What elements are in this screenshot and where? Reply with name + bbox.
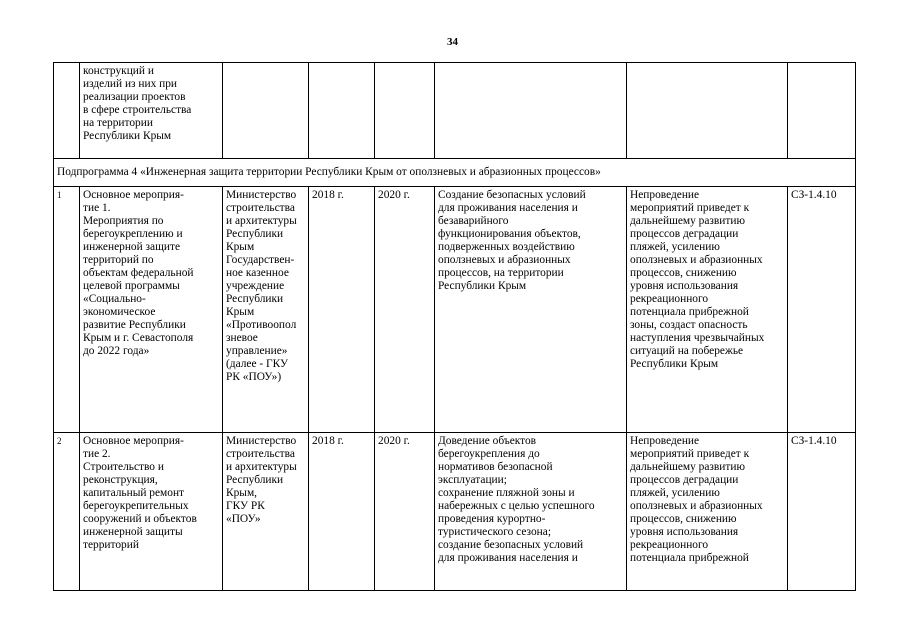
text-line: оползневых и абразионных [630,254,763,266]
table-row [54,187,856,433]
row-number: 2 [54,433,80,591]
cell-code [788,63,856,159]
text-line: реализации проектов [83,91,186,103]
text-line: Республики [226,474,284,486]
text-line: оползневых и абразионных [630,500,763,512]
text-line: изделий из них при [83,78,178,90]
text-line: оползневых и абразионных [438,254,571,266]
text-line: капитальный ремонт [83,487,185,499]
cell-consequence [627,433,788,591]
cell-executor [223,63,309,159]
cell-start: 2018 г. [309,187,375,433]
text-line: Государствен- [226,254,295,266]
text-line: тие 2. [83,448,111,460]
text-line: рекреационного [630,293,709,305]
subprogram-title: Подпрограмма 4 «Инженерная защита территории Республики Крым от оползневых и абразионных процессов» [54,159,856,187]
text-line: берегоукреплению и [83,228,183,240]
text-line: РК «ПОУ») [226,371,282,383]
text-line: нормативов безопасной [438,461,553,473]
cell-consequence [627,187,788,433]
text-line: Доведение объектов [438,435,537,447]
text-line: Министерство [226,435,297,447]
text-line: процессов, на территории [438,267,564,279]
cell-result [435,187,627,433]
text-line: мероприятий приведет к [630,448,750,460]
text-line: функционирования объектов, [438,228,581,240]
text-line: подверженных воздействию [438,241,575,253]
cell-result [435,433,627,591]
text-line: для проживания населения и [438,202,578,214]
row-number: 1 [54,187,80,433]
text-line: строительства [226,448,295,460]
text-line: Крым [226,306,255,318]
cell-event [80,433,223,591]
text-line: целевой программы [83,280,180,292]
cell-end: 2020 г. [375,187,435,433]
text-line: и архитектуры [226,461,297,473]
text-line: уровня использования [630,280,739,292]
text-line: берегоукрепительных [83,500,189,512]
text-line: управление» [226,345,288,357]
text-line: ситуаций на побережье [630,345,744,357]
text-line: «Социально- [83,293,146,305]
text-line: в сфере строительства [83,104,192,116]
text-line: дальнейшему развитию [630,215,745,227]
text-line: территорий [83,539,139,551]
text-line: Республики Крым [83,130,172,142]
text-line: Республики [226,293,284,305]
text-line: строительства [226,202,295,214]
text-line: до 2022 года» [83,345,150,357]
text-line: создание безопасных условий [438,539,584,551]
text-line: «Противоопол [226,319,297,331]
text-line: Основное мероприя- [83,189,184,201]
text-line: инженерной защите [83,241,181,253]
text-line: дальнейшему развитию [630,461,745,473]
text-line: Крым, [226,487,258,499]
text-line: Министерство [226,189,297,201]
text-line: тие 1. [83,202,111,214]
text-line: Крым и г. Севастополя [83,332,194,344]
text-line: учреждение [226,280,285,292]
cell-code: СЗ-1.4.10 [788,187,856,433]
text-line: и архитектуры [226,215,297,227]
text-line: пляжей, усилению [630,241,720,253]
cell-start [309,63,375,159]
cell-end: 2020 г. [375,433,435,591]
text-line: потенциала прибрежной [630,552,749,564]
text-line: Республики [226,228,284,240]
text-line: набережных с целью успешного [438,500,595,512]
text-line: рекреационного [630,539,709,551]
text-line: проведения курортно- [438,513,546,525]
program-table [53,62,856,591]
text-line: Мероприятия по [83,215,164,227]
text-line: берегоукрепления до [438,448,540,460]
text-line: на территории [83,117,153,129]
cell-result [435,63,627,159]
text-line: конструкций и [83,65,154,77]
cell-num [54,63,80,159]
table-row [54,433,856,591]
text-line: развитие Республики [83,319,186,331]
continuation-row [54,63,856,159]
cell-executor [223,433,309,591]
text-line: Крым [226,241,255,253]
text-line: для проживания населения и [438,552,578,564]
text-line: зневое [226,332,258,344]
text-line: ГКУ РК [226,500,265,512]
page-number: 34 [447,36,458,48]
text-line: экономическое [83,306,156,318]
text-line: Непроведение [630,435,700,447]
text-line: эксплуатации; [438,474,507,486]
cell-start: 2018 г. [309,433,375,591]
text-line: Строительство и [83,461,164,473]
cell-code: СЗ-1.4.10 [788,433,856,591]
text-line: сохранение пляжной зоны и [438,487,575,499]
text-line: процессов, снижению [630,267,737,279]
text-line: объектам федеральной [83,267,194,279]
text-line: Республики Крым [438,280,527,292]
text-line: Основное мероприя- [83,435,184,447]
text-line: потенциала прибрежной [630,306,749,318]
cell-event [80,187,223,433]
cell-consequence [627,63,788,159]
cell-end [375,63,435,159]
text-line: процессов, снижению [630,513,737,525]
text-line: Создание безопасных условий [438,189,586,201]
cell-event [80,63,223,159]
cell-executor [223,187,309,433]
text-line: территорий по [83,254,154,266]
text-line: Непроведение [630,189,700,201]
text-line: безаварийного [438,215,509,227]
text-line: туристического сезона; [438,526,551,538]
subprogram-row [54,159,856,187]
text-line: процессов деградации [630,228,739,240]
text-line: ное казенное [226,267,289,279]
text-line: сооружений и объектов [83,513,197,525]
text-line: наступления чрезвычайных [630,332,765,344]
text-line: уровня использования [630,526,739,538]
text-line: пляжей, усилению [630,487,720,499]
text-line: зоны, создаст опасность [630,319,748,331]
text-line: «ПОУ» [226,513,261,525]
text-line: реконструкция, [83,474,158,486]
text-line: мероприятий приведет к [630,202,750,214]
text-line: (далее - ГКУ [226,358,289,370]
text-line: инженерной защиты [83,526,183,538]
text-line: Республики Крым [630,358,719,370]
text-line: процессов деградации [630,474,739,486]
